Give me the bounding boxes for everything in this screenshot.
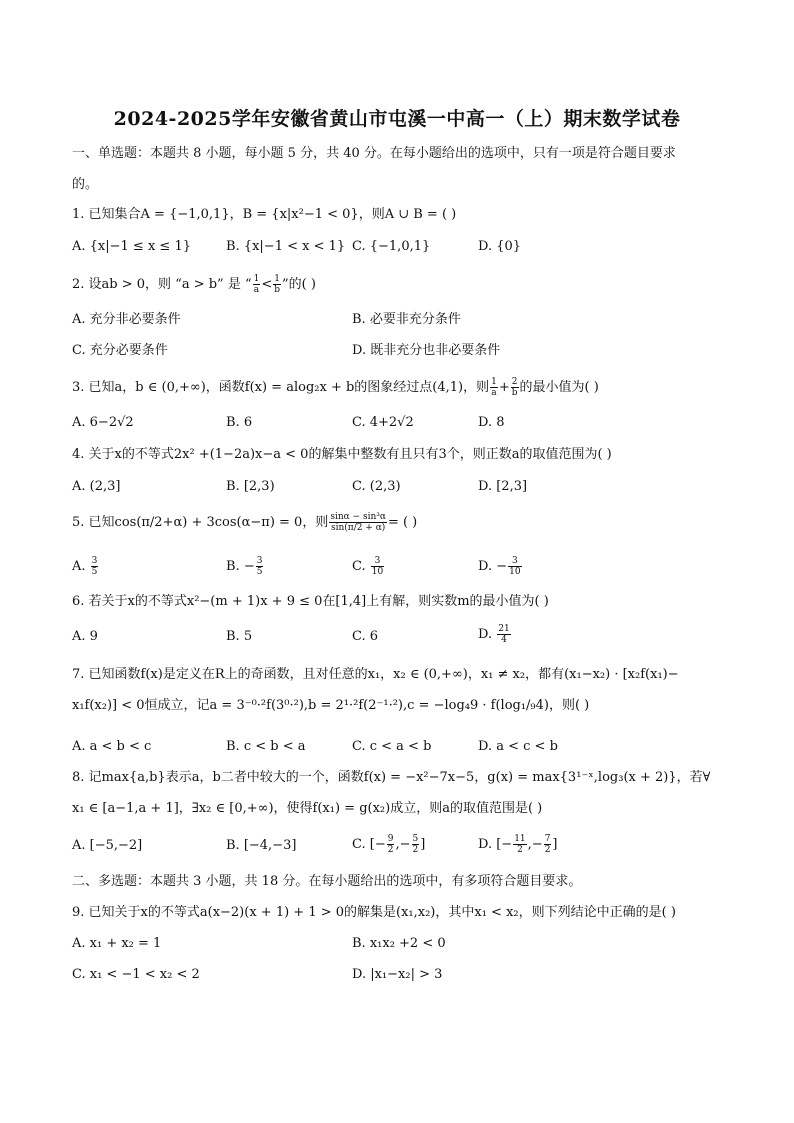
question-8-option-b: B. [−4,−3] bbox=[226, 838, 297, 853]
question-7-stem-line2: x₁f(x₂)] < 0恒成立，记a = 3⁻⁰·²f(3⁰·²),b = 2¹·²f(2⁻¹·²),c = −log₄9 · f(log₁/₉4)，则( ) bbox=[72, 698, 590, 713]
section1-heading: 一、单选题：本题共 8 小题，每小题 5 分，共 40 分。在每小题给出的选项中，只有一项是符合题目要求 bbox=[72, 146, 676, 161]
question-4-stem: 4. 关于x的不等式2x² +(1−2a)x−a < 0的解集中整数有且只有3个，则正数a的取值范围为( ) bbox=[72, 447, 612, 462]
question-8-option-c: C. [− $\frac{9}{2}$ ,− $\frac{5}{2}$ ] bbox=[352, 834, 426, 855]
question-9-stem: 9. 已知关于x的不等式a(x−2)(x + 1) + 1 > 0的解集是(x₁,x₂)，其中x₁ < x₂，则下列结论中正确的是( ) bbox=[72, 905, 676, 920]
question-9-option-c: C. x₁ < −1 < x₂ < 2 bbox=[72, 967, 200, 982]
question-8-stem-line2: x₁ ∈ [a−1,a + 1]，∃x₂ ∈ [0,+∞)，使得f(x₁) = g(x₂)成立，则a的取值范围是( ) bbox=[72, 801, 543, 816]
question-1-option-c: C. {−1,0,1} bbox=[352, 239, 431, 254]
question-3-option-a: A. 6−2√2 bbox=[72, 415, 134, 430]
question-1-option-d: D. {0} bbox=[478, 239, 522, 254]
question-9-option-b: B. x₁x₂ +2 < 0 bbox=[352, 936, 446, 951]
question-4-option-b: B. [2,3) bbox=[226, 479, 275, 494]
question-2-option-a: A. 充分非必要条件 bbox=[72, 312, 181, 327]
question-4-option-c: C. (2,3) bbox=[352, 479, 401, 494]
question-3-stem: 3. 已知a，b ∈ (0,+∞)，函数f(x) = alog₂x + b的图象经过点(4,1)，则 $\frac{1}{a}$ + $\frac{2}{b}$ 的最小值为( ) bbox=[72, 377, 599, 398]
question-6-option-c: C. 6 bbox=[352, 629, 379, 644]
question-5-stem: 5. 已知cos(π/2+α) + 3cos(α−π) = 0，则 $\frac{\text{sinα − sin³α}}{\sin(\pi/2 + \alpha)}$ = ( ) bbox=[72, 512, 418, 533]
question-4-option-d: D. [2,3] bbox=[478, 479, 528, 494]
question-2-option-b: B. 必要非充分条件 bbox=[352, 312, 461, 327]
question-5-frac: $\frac{\text{sinα − sin³α}}{\sin(\pi/2 + \alpha)}$ bbox=[330, 512, 386, 533]
question-6-stem: 6. 若关于x的不等式x²−(m + 1)x + 9 ≤ 0在[1,4]上有解，则实数m的最小值为( ) bbox=[72, 594, 549, 609]
section1-heading-cont: 的。 bbox=[72, 177, 99, 192]
question-8-option-a: A. [−5,−2] bbox=[72, 838, 143, 853]
question-8-option-d: D. [− $\frac{11}{2}$ ,− $\frac{7}{2}$ ] bbox=[478, 834, 558, 855]
section2-heading: 二、多选题：本题共 3 小题，共 18 分。在每小题给出的选项中，有多项符合题目要求。 bbox=[72, 874, 582, 889]
question-6-option-b: B. 5 bbox=[226, 629, 253, 644]
question-5-option-c: C. $\frac{3}{10}$ bbox=[352, 556, 384, 577]
question-5-option-a: A. $\frac{3}{5}$ bbox=[72, 556, 98, 577]
question-1-stem: 1. 已知集合A = {−1,0,1}，B = {x|x²−1 < 0}，则A ∪ B = ( ) bbox=[72, 207, 457, 222]
question-9-option-d: D. |x₁−x₂| > 3 bbox=[352, 967, 443, 982]
question-3-frac-1: $\frac{1}{a}$ bbox=[491, 377, 497, 398]
question-1-option-a: A. {x|−1 ≤ x ≤ 1} bbox=[72, 239, 191, 254]
question-2-stem-b: ”的( ) bbox=[282, 277, 316, 292]
question-6-option-a: A. 9 bbox=[72, 629, 98, 644]
question-3-frac-2: $\frac{2}{b}$ bbox=[511, 377, 518, 398]
question-5-option-d: D. − $\frac{3}{10}$ bbox=[478, 556, 521, 577]
question-2-stem-a: 2. 设ab > 0，则 “a > b” 是 “ bbox=[72, 277, 252, 292]
question-3-option-c: C. 4+2√2 bbox=[352, 415, 414, 430]
question-2-frac-2: $\frac{1}{b}$ bbox=[274, 274, 281, 295]
question-7-option-a: A. a < b < c bbox=[72, 739, 152, 754]
question-7-option-b: B. c < b < a bbox=[226, 739, 306, 754]
question-9-option-a: A. x₁ + x₂ = 1 bbox=[72, 936, 162, 951]
question-7-option-d: D. a < c < b bbox=[478, 739, 558, 754]
question-2-option-c: C. 充分必要条件 bbox=[72, 343, 168, 358]
question-4-option-a: A. (2,3] bbox=[72, 479, 121, 494]
question-2-stem: 2. 设ab > 0，则 “a > b” 是 “ $\frac{1}{a}$ < $\frac{1}{b}$ ”的( ) bbox=[72, 274, 316, 295]
question-7-option-c: C. c < a < b bbox=[352, 739, 432, 754]
question-7-stem-line1: 7. 已知函数f(x)是定义在R上的奇函数，且对任意的x₁，x₂ ∈ (0,+∞)，x₁ ≠ x₂，都有(x₁−x₂) · [x₂f(x₁)− bbox=[72, 667, 679, 682]
question-5-option-b: B. − $\frac{3}{5}$ bbox=[226, 556, 263, 577]
exam-title: 2024-2025学年安徽省黄山市屯溪一中高一（上）期末数学试卷 bbox=[113, 108, 681, 130]
question-2-frac-1: $\frac{1}{a}$ bbox=[253, 274, 260, 295]
question-3-option-d: D. 8 bbox=[478, 415, 505, 430]
question-6-option-d: D. $\frac{21}{4}$ bbox=[478, 624, 510, 645]
question-8-stem-line1: 8. 记max{a,b}表示a，b二者中较大的一个，函数f(x) = −x²−7x−5，g(x) = max{3¹⁻ˣ,log₃(x + 2)}，若∀ bbox=[72, 770, 711, 785]
question-1-option-b: B. {x|−1 < x < 1} bbox=[226, 239, 346, 254]
question-2-option-d: D. 既非充分也非必要条件 bbox=[352, 343, 501, 358]
question-3-option-b: B. 6 bbox=[226, 415, 253, 430]
